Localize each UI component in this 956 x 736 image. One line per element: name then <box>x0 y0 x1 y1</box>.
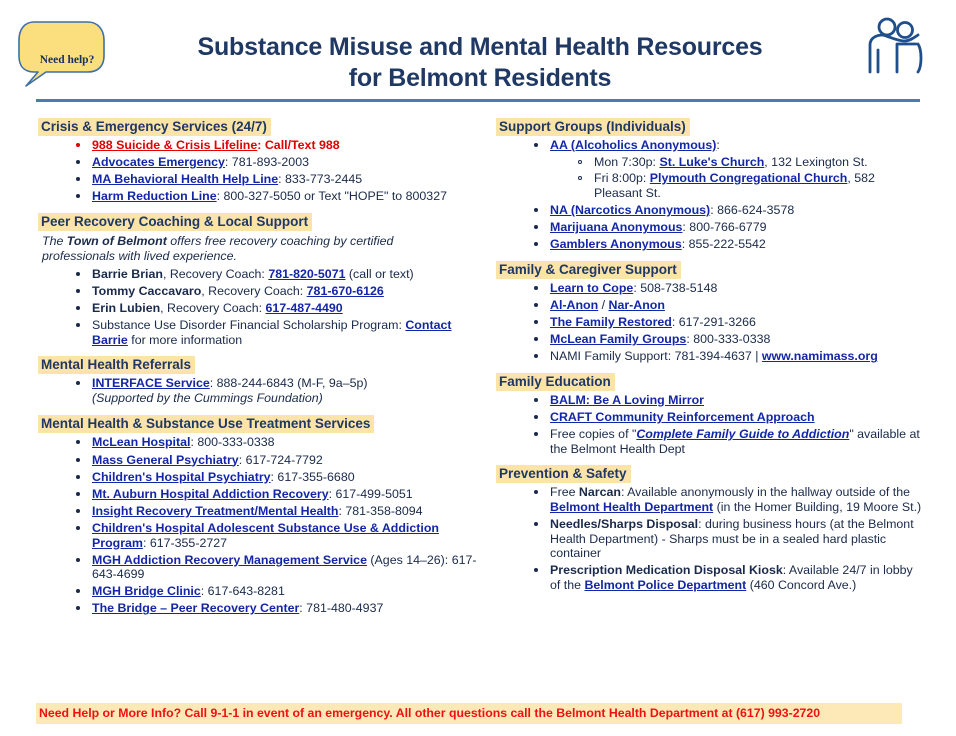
item-text: , Recovery Coach: <box>160 301 266 316</box>
item-text: : 833-773-2445 <box>278 172 363 187</box>
item-text: Free copies of " <box>550 427 637 442</box>
link-nar-anon[interactable]: Nar-Anon <box>608 297 665 312</box>
link-insight-recovery[interactable]: Insight Recovery Treatment/Mental Health <box>92 503 339 518</box>
link-childrens-hospital-psychiatry[interactable]: Children's Hospital Psychiatry <box>92 469 271 484</box>
list-item <box>532 298 926 313</box>
list-item <box>74 267 478 282</box>
need-help-label: Need help? <box>39 54 95 66</box>
link-al-anon[interactable]: Al-Anon <box>550 297 599 312</box>
item-text: , Recovery Coach: <box>201 283 307 298</box>
meeting-time: Mon 7:30p: <box>594 154 660 169</box>
peer-recovery-note <box>42 234 462 265</box>
section-heading: Support Groups (Individuals) <box>496 118 690 136</box>
section-heading: Family Education <box>496 373 615 391</box>
left-column <box>38 118 478 625</box>
coach-name: Erin Lubien <box>92 301 161 316</box>
list-item <box>532 517 926 561</box>
link-mclean-hospital[interactable]: McLean Hospital <box>92 435 191 450</box>
section-heading: Prevention & Safety <box>496 465 631 483</box>
list-item <box>532 427 926 456</box>
list-item <box>74 584 478 599</box>
section-peer-recovery <box>38 213 478 347</box>
list-item <box>576 171 926 201</box>
link-alcoholics-anonymous[interactable]: AA (Alcoholics Anonymous) <box>550 138 717 152</box>
section-heading: Peer Recovery Coaching & Local Support <box>38 213 312 231</box>
list-item <box>532 138 926 201</box>
link-phone-barrie[interactable]: 781-820-5071 <box>268 266 346 281</box>
coach-name: Tommy Caccavaro <box>92 283 202 298</box>
list-item <box>74 487 478 502</box>
page-title-line1: Substance Misuse and Mental Health Resources <box>197 33 763 61</box>
link-advocates-emergency[interactable]: Advocates Emergency <box>92 155 225 170</box>
list-item <box>74 301 478 316</box>
item-text: : 617-355-6680 <box>270 469 355 484</box>
speech-bubble-icon <box>12 14 116 92</box>
item-text: " available at the Belmont Health Dept <box>550 427 920 456</box>
item-text: for more information <box>127 332 243 347</box>
right-column <box>496 118 926 601</box>
list-item <box>74 318 478 347</box>
section-heading: Crisis & Emergency Services (24/7) <box>38 118 271 136</box>
item-text: : 800-333-0338 <box>190 435 275 450</box>
item-text: : 866-624-3578 <box>710 203 795 218</box>
item-text: Free <box>550 485 579 500</box>
list-item <box>74 504 478 519</box>
item-text: : 508-738-5148 <box>633 280 718 295</box>
header-divider <box>36 99 920 102</box>
list-item <box>74 138 478 153</box>
link-the-family-restored[interactable]: The Family Restored <box>550 315 672 330</box>
family-support-list <box>496 281 926 364</box>
item-text: , Recovery Coach: <box>162 266 269 281</box>
list-item <box>74 435 478 450</box>
note-bold: Town of Belmont <box>66 233 167 248</box>
item-text: (460 Concord Ave.) <box>746 577 857 592</box>
item-text: : 800-327-5050 or Text "HOPE" to 800327 <box>216 189 447 204</box>
link-mass-general-psychiatry[interactable]: Mass General Psychiatry <box>92 452 239 467</box>
list-item <box>532 485 926 514</box>
page-title <box>150 32 810 94</box>
section-prevention-safety <box>496 465 926 592</box>
disposal-kiosk-label: Prescription Medication Disposal Kiosk <box>550 563 783 578</box>
prevention-safety-list <box>496 485 926 592</box>
treatment-list <box>38 435 478 616</box>
interface-subnote: (Supported by the Cummings Foundation) <box>92 390 323 405</box>
item-text: : 855-222-5542 <box>681 237 766 252</box>
list-item <box>532 315 926 330</box>
peer-recovery-list <box>38 267 478 347</box>
item-text: : 781-893-2003 <box>224 155 309 170</box>
section-mental-health-referrals <box>38 356 478 406</box>
list-item <box>532 563 926 592</box>
list-item <box>74 470 478 485</box>
item-text: : 617-724-7792 <box>238 452 323 467</box>
list-item <box>576 155 926 170</box>
narcan-label: Narcan <box>578 485 621 500</box>
link-complete-family-guide-to-addiction[interactable]: Complete Family Guide to Addiction <box>636 427 850 442</box>
link-988-lifeline[interactable]: 988 Suicide & Crisis Lifeline <box>92 138 258 152</box>
list-item <box>532 281 926 296</box>
section-family-caregiver-support <box>496 261 926 364</box>
link-narcotics-anonymous[interactable]: NA (Narcotics Anonymous) <box>550 203 711 218</box>
item-text: / <box>598 297 609 312</box>
link-belmont-police-department[interactable]: Belmont Police Department <box>584 577 747 592</box>
link-mgh-addiction-recovery-management[interactable]: MGH Addiction Recovery Management Service <box>92 552 367 567</box>
list-item <box>532 332 926 347</box>
link-childrens-adolescent-program[interactable]: Children's Hospital Adolescent Substance Use & Addiction Program <box>92 520 439 550</box>
list-item <box>74 376 478 406</box>
item-text: : 617-643-8281 <box>200 584 285 599</box>
item-text: : <box>716 138 720 152</box>
link-learn-to-cope[interactable]: Learn to Cope <box>550 280 634 295</box>
link-gamblers-anonymous[interactable]: Gamblers Anonymous <box>550 237 682 252</box>
item-text: (Ages 14–26): 617-643-4699 <box>92 552 477 582</box>
item-text: : 888-244-6843 (M-F, 9a–5p) <box>209 376 368 391</box>
list-item <box>74 189 478 204</box>
link-mclean-family-groups[interactable]: McLean Family Groups <box>550 332 687 347</box>
meeting-address: , 582 Pleasant St. <box>594 170 875 200</box>
family-education-list <box>496 393 926 456</box>
link-st-lukes-church[interactable]: St. Luke's Church <box>659 154 765 169</box>
link-balm-be-a-loving-mirror[interactable]: BALM: Be A Loving Mirror <box>550 392 704 407</box>
link-plymouth-congregational-church[interactable]: Plymouth Congregational Church <box>649 170 848 185</box>
list-item <box>532 349 926 364</box>
footer-banner: Need Help or More Info? Call 9-1-1 in event of an emergency. All other questions call the Belmont Health Department at (617) 993-2720 <box>36 703 902 724</box>
link-namimass-website[interactable]: www.namimass.org <box>761 349 878 364</box>
list-item <box>532 410 926 425</box>
item-text: : Available anonymously in the hallway outside of the <box>620 485 911 500</box>
link-phone-erin[interactable]: 617-487-4490 <box>265 301 343 316</box>
item-text: : 617-499-5051 <box>328 486 413 501</box>
link-belmont-health-department[interactable]: Belmont Health Department <box>550 499 714 514</box>
sharps-disposal-label: Needles/Sharps Disposal <box>550 516 699 531</box>
item-text: Substance Use Disorder Financial Scholarship Program: <box>92 318 406 333</box>
section-heading: Family & Caregiver Support <box>496 261 681 279</box>
item-text: : 800-333-0338 <box>686 332 771 347</box>
two-people-support-icon <box>856 14 932 80</box>
list-item <box>74 521 478 550</box>
link-mgh-bridge-clinic[interactable]: MGH Bridge Clinic <box>92 584 201 599</box>
list-item <box>74 453 478 468</box>
list-item <box>74 155 478 170</box>
item-text: NAMI Family Support: 781-394-4637 | <box>550 349 762 364</box>
link-the-bridge-peer-recovery-center[interactable]: The Bridge – Peer Recovery Center <box>92 601 300 616</box>
referrals-list <box>38 376 478 406</box>
section-treatment-services <box>38 415 478 616</box>
item-text: : during business hours (at the Belmont Health Department) - Sharps must be in a sealed hard plastic container <box>550 516 914 561</box>
meeting-time: Fri 8:00p: <box>594 170 650 185</box>
page-header <box>0 0 956 96</box>
list-item <box>532 220 926 235</box>
page-title-line2: for Belmont Residents <box>348 64 612 92</box>
list-item <box>74 553 478 582</box>
item-text: : 781-480-4937 <box>299 601 384 616</box>
item-text: : 617-291-3266 <box>671 315 756 330</box>
note-post: offers free recovery coaching by certified professionals with lived experience. <box>42 233 394 264</box>
link-marijuana-anonymous[interactable]: Marijuana Anonymous <box>550 220 683 235</box>
section-crisis-emergency <box>38 118 478 204</box>
list-item <box>532 237 926 252</box>
item-text: : 800-766-6779 <box>682 220 767 235</box>
section-heading: Mental Health & Substance Use Treatment Services <box>38 415 374 433</box>
item-text: : 617-355-2727 <box>142 535 228 550</box>
item-text: : Call/Text 988 <box>257 138 340 152</box>
section-heading: Mental Health Referrals <box>38 356 195 374</box>
link-harm-reduction-line[interactable]: Harm Reduction Line <box>92 189 217 204</box>
list-item <box>74 601 478 616</box>
item-text: (call or text) <box>345 266 414 281</box>
link-phone-tommy[interactable]: 781-670-6126 <box>306 283 384 298</box>
list-item <box>532 393 926 408</box>
crisis-list <box>38 138 478 204</box>
section-family-education <box>496 373 926 456</box>
list-item <box>532 203 926 218</box>
link-ma-behavioral-health-help-line[interactable]: MA Behavioral Health Help Line <box>92 172 279 187</box>
need-help-speech-bubble <box>12 14 116 92</box>
support-groups-list <box>496 138 926 252</box>
link-contact-barrie[interactable]: Contact Barrie <box>92 318 452 347</box>
link-interface-service[interactable]: INTERFACE Service <box>92 376 210 391</box>
note-pre: The <box>42 233 67 248</box>
link-mt-auburn-addiction-recovery[interactable]: Mt. Auburn Hospital Addiction Recovery <box>92 486 329 501</box>
coach-name: Barrie Brian <box>92 266 163 281</box>
section-support-groups <box>496 118 926 252</box>
link-craft-community-reinforcement[interactable]: CRAFT Community Reinforcement Approach <box>550 409 815 424</box>
item-text: : 781-358-8094 <box>338 503 423 518</box>
meeting-address: , 132 Lexington St. <box>764 154 868 169</box>
item-text: : Available 24/7 in lobby of the <box>550 563 913 592</box>
item-text: (in the Homer Building, 19 Moore St.) <box>713 499 922 514</box>
list-item <box>74 172 478 187</box>
aa-meetings-list <box>550 155 926 201</box>
list-item <box>74 284 478 299</box>
